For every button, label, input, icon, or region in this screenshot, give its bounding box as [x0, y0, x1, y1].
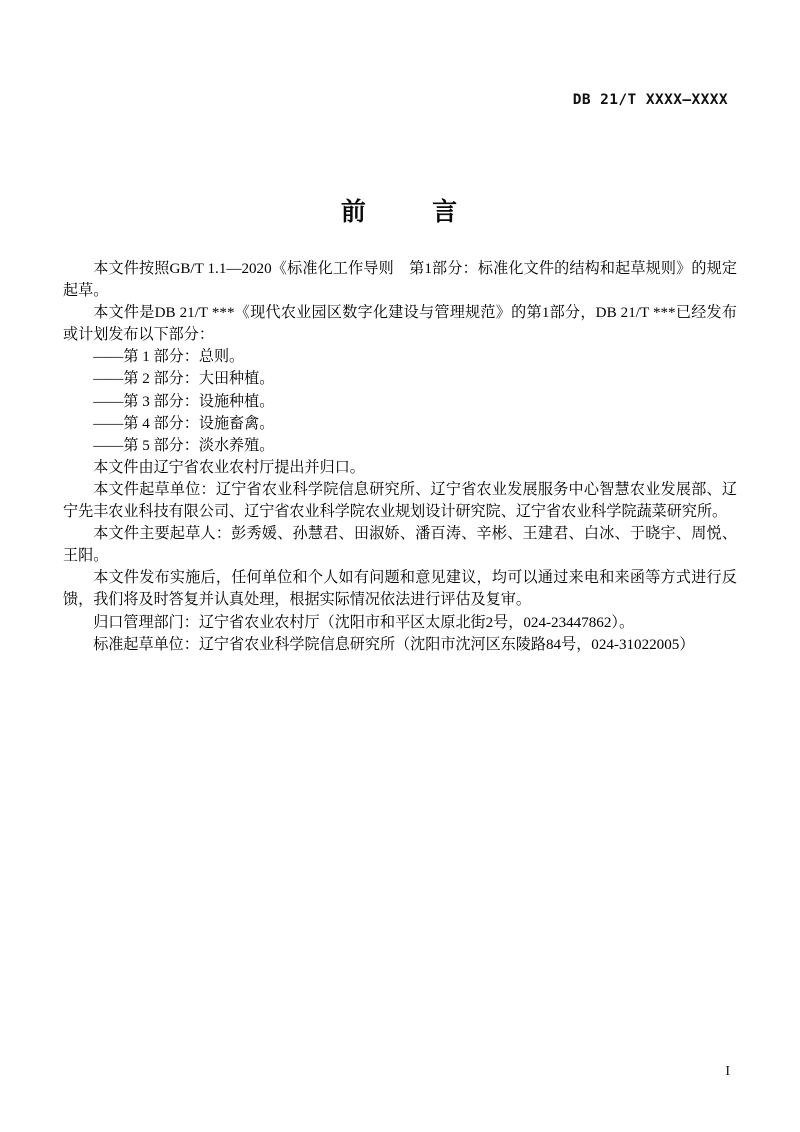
paragraph-feedback-statement: 本文件发布实施后，任何单位和个人如有问题和意见建议，均可以通过来电和来函等方式进行反馈，我们将及时答复并认真处理，根据实际情况依法进行评估及复审。: [63, 570, 737, 609]
paragraph-drafting-units: 本文件起草单位：辽宁省农业科学院信息研究所、辽宁省农业发展服务中心智慧农业发展部、辽宁先丰农业科技有限公司、辽宁省农业科学院农业规划设计研究院、辽宁省农业科学院蔬菜研究所。: [63, 481, 737, 521]
paragraph-administering-department: 归口管理部门：辽宁省农业农村厅（沈阳市和平区太原北街2号，024-23447862）。: [93, 614, 635, 631]
list-item-part-1: ——第 1 部分：总则。: [93, 349, 245, 366]
paragraph-series-statement: 本文件是DB 21/T ***《现代农业园区数字化建设与管理规范》的第1部分，DB 21/T ***已经发布或计划发布以下部分：: [63, 305, 737, 344]
page-title-foreword: 前 言: [340, 197, 460, 226]
page-number: I: [725, 1064, 730, 1079]
list-item-part-5: ——第 5 部分：淡水养殖。: [93, 437, 275, 454]
list-item-part-3: ——第 3 部分：设施种植。: [93, 393, 275, 410]
running-header-standard-number: DB 21/T XXXX—XXXX: [572, 92, 728, 108]
paragraph-basis-statement: 本文件按照GB/T 1.1—2020《标准化工作导则 第1部分：标准化文件的结构和起草规则》的规定起草。: [63, 261, 737, 300]
list-item-part-2: ——第 2 部分：大田种植。: [93, 371, 275, 388]
paragraph-proposing-statement: 本文件由辽宁省农业农村厅提出并归口。: [93, 459, 365, 476]
list-item-part-4: ——第 4 部分：设施畜禽。: [93, 415, 275, 432]
foreword-body: [63, 258, 737, 656]
paragraph-main-drafters: 本文件主要起草人：彭秀媛、孙慧君、田淑娇、潘百涛、辛彬、王建君、白冰、于晓宇、周悦、王阳。: [63, 526, 737, 565]
paragraph-standard-drafting-unit: 标准起草单位：辽宁省农业科学院信息研究所（沈阳市沈河区东陵路84号，024-31022005）: [93, 636, 695, 653]
